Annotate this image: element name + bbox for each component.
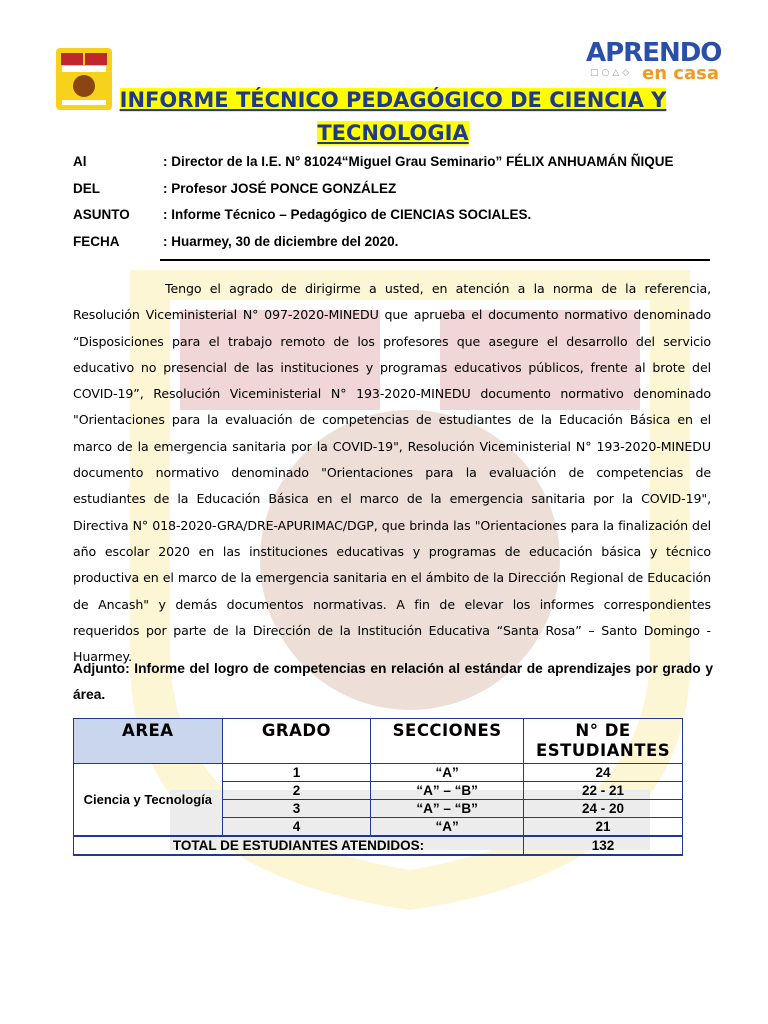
area-cell: Ciencia y Tecnología	[74, 764, 223, 837]
col-header-area: AREA	[74, 719, 223, 764]
col-header-secciones: SECCIONES	[371, 719, 524, 764]
secciones-cell: “A” – “B”	[371, 800, 524, 818]
estudiantes-cell: 22 - 21	[524, 782, 683, 800]
total-label: TOTAL DE ESTUDIANTES ATENDIDOS:	[74, 836, 524, 855]
col-header-grado: GRADO	[222, 719, 371, 764]
header-label: FECHA	[73, 234, 120, 249]
estudiantes-cell: 24	[524, 764, 683, 782]
header-label: ASUNTO	[73, 207, 130, 222]
secciones-cell: “A”	[371, 818, 524, 837]
header-label: DEL	[73, 181, 100, 196]
table-row	[74, 764, 683, 782]
header-value: : Informe Técnico – Pedagógico de CIENCIAS SOCIALES.	[163, 207, 532, 222]
estudiantes-cell: 24 - 20	[524, 800, 683, 818]
table-total-row	[74, 836, 683, 855]
estudiantes-cell: 21	[524, 818, 683, 837]
header-value: : Profesor JOSÉ PONCE GONZÁLEZ	[163, 181, 397, 196]
adjunto-text: Adjunto: Informe del logro de competencias en relación al estándar de aprendizajes por grado y área.	[73, 661, 713, 702]
document-title: INFORME TÉCNICO PEDAGÓGICO DE CIENCIA Y TECNOLOGIA	[119, 88, 667, 145]
brand-line1: APRENDO	[586, 38, 722, 68]
body-paragraph: Tengo el agrado de dirigirme a usted, en atención a la norma de la referencia, Resolución Viceministerial N° 097-2020-MINEDU que aprueba el documento normativo denominado “Disposiciones para el trabajo remoto de los profesores que asegure el desarrollo del servicio educativo no presencial de las instituciones y programas educativos públicos, frente al brote del COVID-19”, Resolución Viceministerial N° 193-2020-MINEDU documento normativo denominado "Orientaciones para la evaluación de competencias de estudiantes de la Educación Básica en el marco de la emergencia sanitaria por la COVID-19", Resolución Viceministerial N° 193-2020-MINEDU documento normativo denominado "Orientaciones para la evaluación de competencias de estudiantes de la Educación Básica en el marco de la emergencia sanitaria por la COVID-19", Directiva N° 018-2020-GRA/DRE-APURIMAC/DGP, que brinda las "Orientaciones para la finalización del año escolar 2020 en las instituciones educativas y programas de educación básica y técnico productiva en el marco de la emergencia sanitaria en el ámbito de la Dirección Regional de Educación de Ancash" y demás documentos normativas. A fin de elevar los informes correspondientes requeridos por parte de la Dirección de la Institución Educativa “Santa Rosa” – Santo Domingo - Huarmey.	[73, 281, 711, 665]
header-divider	[160, 259, 710, 261]
header-value: : Director de la I.E. N° 81024“Miguel Grau Seminario” FÉLIX ANHUAMÁN ÑIQUE	[163, 154, 674, 169]
grado-cell: 3	[222, 800, 371, 818]
school-crest-logo	[56, 48, 112, 110]
col-header-estudiantes: N° DE ESTUDIANTES	[524, 719, 683, 764]
table-header-row	[74, 719, 683, 764]
grado-cell: 4	[222, 818, 371, 837]
aprendo-en-casa-logo	[586, 38, 726, 84]
grado-cell: 1	[222, 764, 371, 782]
total-value: 132	[524, 836, 683, 855]
header-label: Al	[73, 154, 87, 169]
secciones-cell: “A” – “B”	[371, 782, 524, 800]
grado-cell: 2	[222, 782, 371, 800]
students-table	[73, 718, 683, 856]
brand-dots: □○△◇	[590, 68, 633, 78]
header-value: : Huarmey, 30 de diciembre del 2020.	[163, 234, 399, 249]
brand-line2: en casa	[642, 63, 719, 84]
secciones-cell: “A”	[371, 764, 524, 782]
